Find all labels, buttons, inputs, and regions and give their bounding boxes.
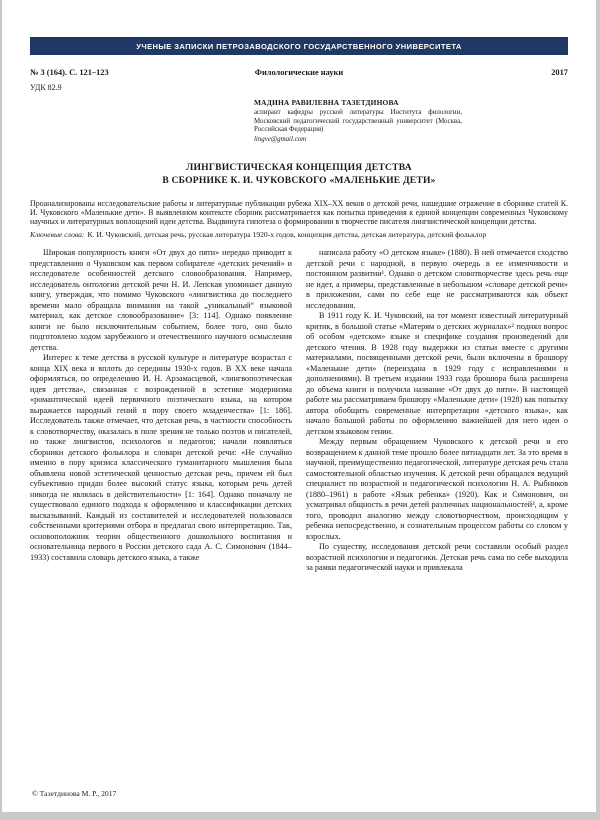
body-paragraph: В 1911 году К. И. Чуковский, на тот момент известный литературный критик, в большой статье «Матерям о детских журналах»² поднял вопрос об особом «детском» языке и специфике создания произведений для детского чтения. В 1928 году выдержки из статьи вместе с другими материалами, посвященными детской речи, были включены в брошюру «Маленькие дети» (переиздана в 1929 году с исправлениями и дополнениями). В третьем издании 1933 года брошюра была расширена до объема книги и получила название «От двух до пяти». В настоящей работе мы рассматриваем брошюру «Маленькие дети» (1928) как попытку автора обобщить современные интерпретации «детского языка», как начало большой работы по оформлению важнейшей для него идеи о детском языковом гении. (306, 311, 568, 436)
author-affiliation: аспирант кафедры русской литературы Института филологии, Московский педагогический государственный университет (Москва, Российская Федерация) (254, 109, 462, 133)
issue-meta-row (30, 68, 568, 77)
left-column (30, 248, 292, 753)
journal-page (2, 0, 596, 812)
copyright-note: © Тазетдинова М. Р., 2017 (32, 789, 117, 798)
keywords (30, 230, 568, 239)
author-email: lingve@gmail.com (254, 136, 307, 144)
keywords-text: К. И. Чуковский, детская речь, русская литература 1920-х годов, концепция детства, детская литература, детский фольклор (87, 229, 487, 239)
keywords-label: Ключевые слова: (30, 229, 85, 239)
page-content (2, 68, 596, 753)
abstract-text: Проанализированы исследовательские работы и литературные публикации рубежа XIX–XX веков о детской речи, нашедшие отражение в сборнике статей К. И. Чуковского «Маленькие дети». В выявленном контексте сборник рассматривается как попытка приведения к единой концепции современных Чуковскому научных и литературных воплощений идеи детства. Выдвинута гипотеза о формировании в творчестве писателя лингвистической концепции детства. (30, 198, 568, 227)
article-title (30, 162, 568, 187)
body-paragraph: Интерес к теме детства в русской культуре и литературе возрастал с конца XIX века и вплоть до середины 1930-х годов. В XX веке начала оформляться, по определению И. Н. Арзамасцевой, «лингвопоэтическая идея детства», связанная с возрожденной в эстетике модернизма «романтической идеей первичного поэтического языка, на котором выражается народный гений в пору своего младенчества» [1: 186]. Исследователь также отмечает, что детская речь, в частности способность к словотворчеству, оказалась в поле зрения не только поэтов и писателей, но также лингвистов, психологов и педагогов; начали появляться сборники детского фольклора и словари детской речи: «Не случайно именно в пору кризиса классического гуманитарного мышления была объявлена новой эстетической ценностью детская речь, причем ей был субъективно придан более высокий статус языка, которым речь детей никогда не являлась в действительности» [1: 164]. Однако поначалу не существовало единого подхода к оформлению и классификации детских высказываний. Каждый из составителей и исследователей пользовался собственными критериями отбора и предлагал свою интерпретацию. Так, основоположник теории общественного дошкольного воспитания и основательница первого в России детского сада А. С. Симонович (1844–1933) составила словарь детского языка, а также (30, 353, 292, 562)
udc-code: УДК 82.9 (30, 83, 62, 92)
body-paragraph: По существу, исследования детской речи составили особый раздел возрастной психологии и педагогики. Детская речь сама по себе выходила за рамки педагогической науки и привлекала (306, 542, 568, 573)
issue-number: № 3 (164). С. 121–123 (30, 68, 109, 77)
section-name: Филологические науки (254, 68, 344, 77)
body-paragraph: Между первым обращением Чуковского к детской речи и его возвращением к данной теме прошло более пятнадцати лет. За это время в научной, преимущественно педагогической, литературе детская речь стала самостоятельной областью изучения. К детской речи обращался ведущий специалист по возрастной и педагогической психологии Н. А. Рыбников (1880–1961) в работе «Язык ребенка» (1920). Как и Симонович, он усматривал общность в речи детей различных национальностей³, а, кроме того, проводил аналогию между словотворчеством, происходящим у ребенка непосредственно, и сознательным процессом работы со словом у взрослых. (306, 437, 568, 541)
body-columns (30, 248, 568, 753)
body-paragraph: написала работу «О детском языке» (1880). В ней отмечается сходство детской речи с народной, в первую очередь в ее изменчивости и постоянном развитии¹. Однако о детском словотворчестве здесь речь еще не идет, а примеры, представленные в небольшом «словаре детской речи» в приложении, сами по себе еще не рассматриваются как объект исследования. (306, 248, 568, 310)
article-title-line2: В СБОРНИКЕ К. И. ЧУКОВСКОГО «МАЛЕНЬКИЕ ДЕТИ» (162, 175, 436, 187)
right-column (306, 248, 568, 753)
author-block (254, 99, 462, 144)
author-name: МАДИНА РАВИЛЕВНА ТАЗЕТДИНОВА (254, 98, 399, 107)
journal-header-banner: УЧЕНЫЕ ЗАПИСКИ ПЕТРОЗАВОДСКОГО ГОСУДАРСТВЕННОГО УНИВЕРСИТЕТА (30, 37, 568, 55)
issue-year: 2017 (551, 68, 568, 77)
article-title-line1: ЛИНГВИСТИЧЕСКАЯ КОНЦЕПЦИЯ ДЕТСТВА (186, 162, 412, 174)
body-paragraph: Широкая популярность книги «От двух до пяти» нередко приводит к представлению о Чуковском как первом собирателе «детских речений» и исследователе особенностей детского словообразования. Например, исследователь онтологии детской речи Н. И. Лепская упоминает данную книгу, утверждая, что помимо Чуковского «лингвистика до последнего времени мало обращала внимания на такой „уникальный“ языковой материал, как детское словообразование» [3: 114]. Однако появление книги не было исключительным событием, более того, оно было подготовлено ходом зарубежного и отечественного научного осмысления детства. (30, 248, 292, 352)
